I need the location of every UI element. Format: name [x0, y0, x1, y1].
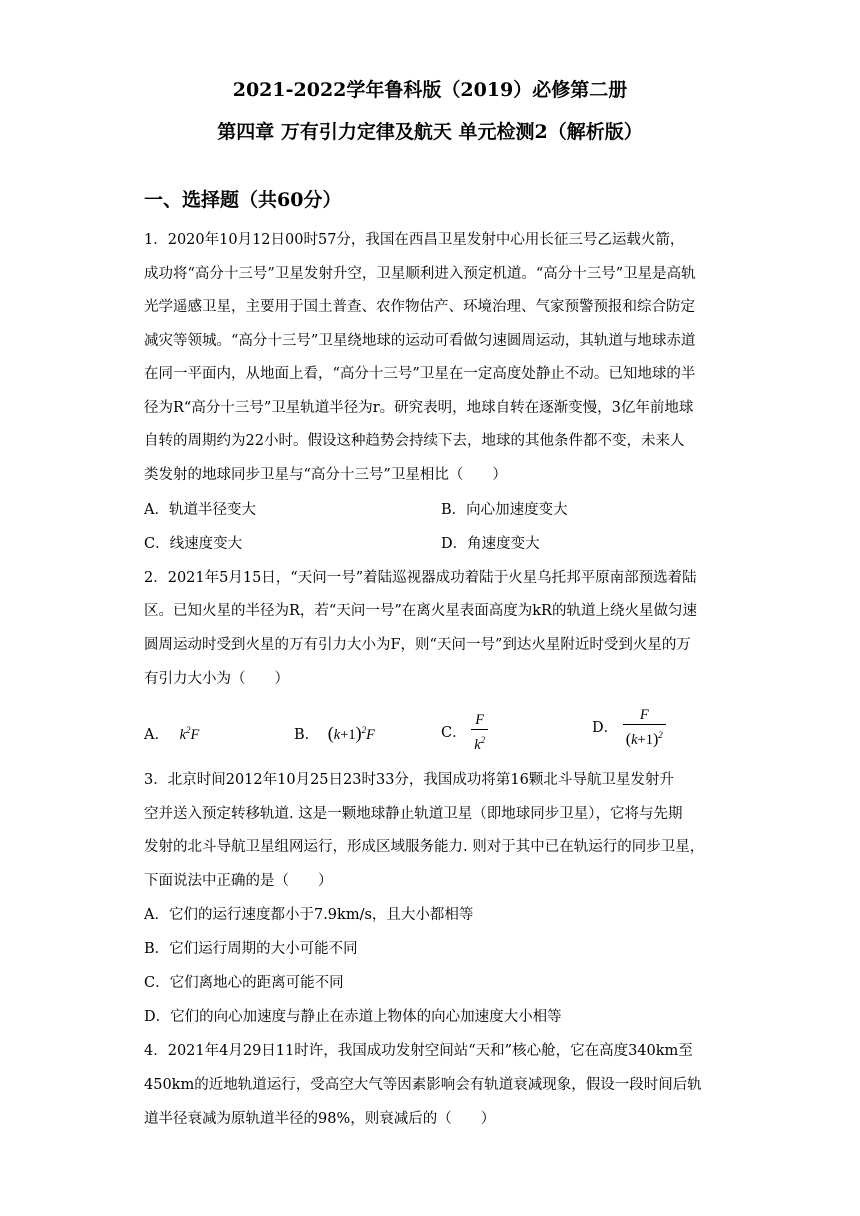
question-2-line: 区。已知火星的半径为R，若“天问一号”在离火星表面高度为kR的轨道上绕火星做匀速	[144, 603, 697, 619]
question-1-line: 成功将“高分十三号”卫星发射升空，卫星顺利进入预定机道。“高分十三号”卫星是高轨	[144, 266, 696, 282]
question-1-line: 在同一平面内，从地面上看，“高分十三号”卫星在一定高度处静止不动。已知地球的半	[144, 366, 696, 382]
question-3-line: 3．北京时间2012年10月25日23时33分，我国成功将第16颗北斗导航卫星发射升	[144, 772, 674, 788]
question-1-option-d: D．角速度变大	[441, 536, 540, 552]
question-2-option-c	[441, 711, 488, 755]
question-1-line: 减灾等领城。“高分十三号”卫星绕地球的运动可看做匀速圆周运动，其轨道与地球赤道	[144, 333, 696, 349]
question-3-option-c: C．它们离地心的距离可能不同	[144, 975, 344, 991]
section-heading: 一、选择题（共60分）	[144, 189, 342, 211]
document-title-line1: 2021-2022学年鲁科版（2019）必修第二册	[232, 79, 628, 101]
option-letter: D．	[592, 719, 619, 736]
question-2-line: 圆周运动时受到火星的万有引力大小为F，则“天问一号”到达火星附近时受到火星的万	[144, 637, 691, 653]
question-4-line: 道半径衰减为原轨道半径的98%，则衰减后的（ ）	[144, 1111, 496, 1127]
question-3-option-d: D．它们的向心加速度与静止在赤道上物体的向心加速度大小相等	[144, 1009, 562, 1025]
question-2-option-a	[144, 721, 199, 744]
question-1-option-c: C．线速度变大	[144, 536, 243, 552]
question-1-line: 光学遥感卫星，主要用于国土普查、农作物估产、环境治理、气家预警预报和综合防定	[144, 299, 695, 315]
question-3-line: 下面说法中正确的是（ ）	[144, 873, 333, 889]
formula-f-over-k-plus-1-squared: $\frac{F}{(k+1)^2}$	[623, 706, 666, 750]
formula-f-over-k2: $\frac{F}{k^2}$	[471, 711, 488, 755]
question-3-option-a: A．它们的运行速度都小于7.9km/s，且大小都相等	[144, 907, 474, 923]
question-3-line: 发射的北斗导航卫星组网运行，形成区域服务能力. 则对于其中已在轨运行的同步卫星，	[144, 839, 705, 855]
question-4-line: 4．2021年4月29日11时许，我国成功发射空间站“天和”核心舱，它在高度340km至	[144, 1043, 693, 1059]
option-letter: B．	[294, 726, 320, 743]
option-letter: A．	[144, 726, 169, 743]
question-3-line: 空并送入预定转移轨道. 这是一颗地球静止轨道卫星（即地球同步卫星），它将与先期	[144, 806, 683, 822]
question-1-line: 类发射的地球同步卫星与“高分十三号”卫星相比（ ）	[144, 467, 507, 483]
question-4-line: 450km的近地轨道运行，受高空大气等因素影响会有轨道衰减现象，假设一段时间后轨	[144, 1077, 702, 1093]
question-1-option-a: A．轨道半径变大	[144, 502, 256, 518]
question-1-line: 径为R“高分十三号”卫星轨道半径为r。研究表明，地球自转在逐渐变慢，3亿年前地球	[144, 400, 694, 416]
question-2-option-b	[294, 721, 375, 744]
formula-k-plus-1-squared-f: $(k+1)^2F$	[327, 722, 375, 743]
question-1-line: 自转的周期约为22小时。假设这种趋势会持续下去，地球的其他条件都不变，未来人	[144, 433, 685, 449]
question-2-option-d	[592, 706, 666, 750]
question-2-line: 有引力大小为（ ）	[144, 671, 289, 687]
question-3-option-b: B．它们运行周期的大小可能不同	[144, 941, 358, 957]
document-title-line2: 第四章 万有引力定律及航天 单元检测2（解析版）	[217, 121, 643, 143]
option-letter: C．	[441, 724, 467, 741]
question-2-line: 2．2021年5月15日，“天问一号”着陆巡视器成功着陆于火星乌托邦平原南部预选着陆	[144, 570, 697, 586]
formula-k2f: $k^2F$	[179, 725, 200, 743]
question-1-line: 1．2020年10月12日00时57分，我国在西昌卫星发射中心用长征三号乙运载火箭，	[144, 232, 685, 248]
question-1-option-b: B．向心加速度变大	[441, 502, 568, 518]
